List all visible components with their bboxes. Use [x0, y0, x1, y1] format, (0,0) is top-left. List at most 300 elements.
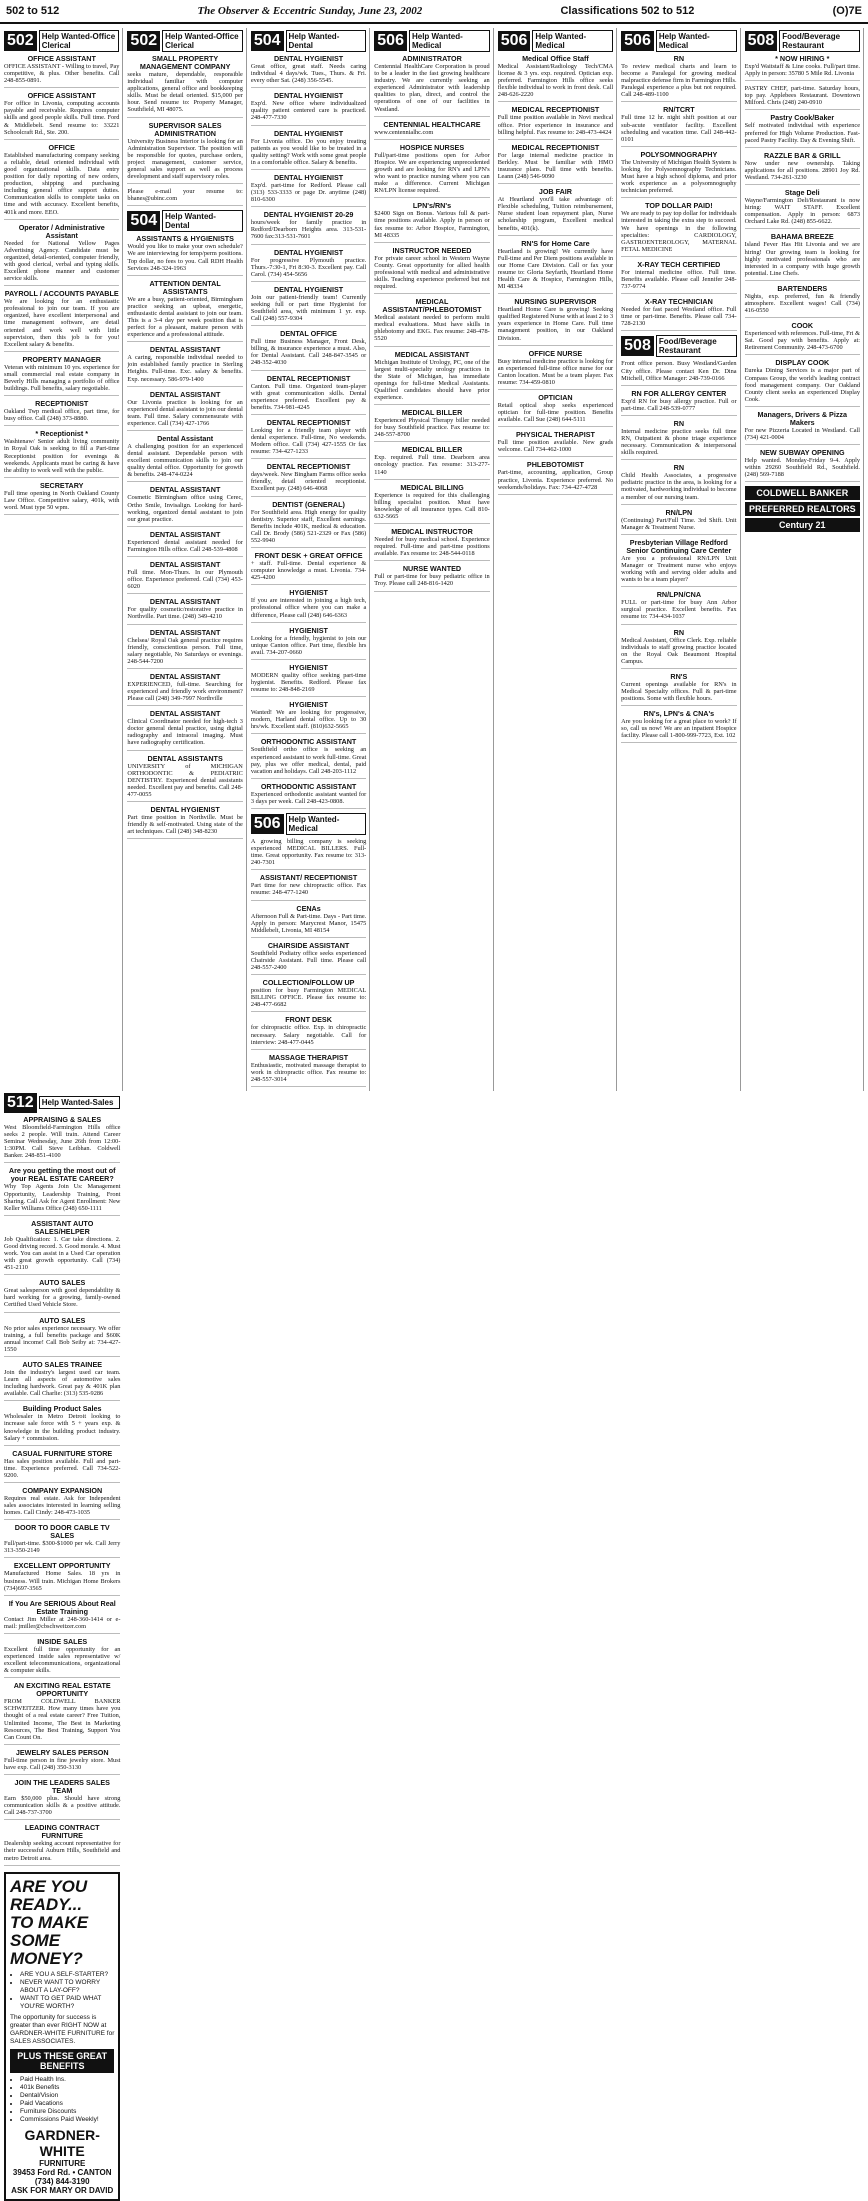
ad-title: ADMINISTRATOR — [402, 54, 462, 63]
classified-ad — [4, 92, 119, 139]
promo-bullet: • NEVER WANT TO WORRY ABOUT A LAY-OFF? — [20, 1979, 114, 1995]
classified-ad — [251, 874, 366, 900]
ad-body: MODERN quality office seeking part-time hygienist. Benefits. Redford. Please fax resume to: 248-848-2169 — [250, 671, 367, 694]
ad-title: AUTO SALES — [39, 1315, 86, 1325]
ad-title: CHAIRSIDE ASSISTANT — [267, 940, 350, 950]
ad-body: Full time. Mon-Thurs. In our Plymouth office. Experience preferred. Call (734) 453-6020 — [127, 569, 243, 591]
ad-title: DENTAL ASSISTANT — [149, 671, 221, 681]
classified-ad — [745, 85, 860, 110]
ad-body: Experience is required for this challenging billing specialist position. Must have knowledge of all insurance types. Call 810-632-5665 — [374, 491, 490, 520]
classified-ad — [4, 290, 119, 352]
ad-body: Exp'd RN for busy allergy practice. Full or part-time. Call 248-539-0777 — [621, 397, 737, 412]
page-range: 502 to 512 — [6, 5, 60, 17]
classified-ad — [127, 280, 242, 343]
ad-body: Retail optical shop seeks experienced optician for full-time position. Benefits available. Call Sue (248) 644-5111 — [497, 402, 614, 424]
classified-ad — [374, 446, 489, 479]
ad-body: For Southfield area. High energy for quality dentistry. Superior staff, Excellent earnings. Benefits include 401K, medical & education. Call Dr. Brody (586) 521-2329 or Fax (586) 552-9940 — [250, 508, 367, 544]
ad-body: For new Pizzeria Located in Westland. Call (734) 421-0004 — [744, 426, 860, 441]
classified-ad — [498, 240, 613, 295]
ad-title: COLLECTION/FOLLOW UP — [262, 978, 355, 988]
classification-number: 502 — [4, 31, 37, 51]
ad-title: RAZZLE BAR & GRILL — [763, 150, 841, 160]
ad-body: Needed for busy medical school. Experience required. Full-time and part-time positions available. Fax resume to: 248-544-0118 — [374, 536, 490, 558]
ad-body: For Livonia office. Do you enjoy treating patients as you would like to be treated in a quality setting? Work with some great people in a comfortable office. Salary & benefits. — [250, 137, 367, 166]
ad-title: * Receptionist * — [35, 429, 89, 439]
ad-body: Great salesperson with good dependability & hard working for a growing, family-owned Certified Used Vehicle Store. — [4, 1287, 121, 1309]
ad-body: Southfield ortho office is seeking an experienced assistant to work full-time. Great pay, plus we offer medical, dental, paid vacation and holidays. Call 248-203-1112 — [250, 746, 367, 775]
ad-title: Stage Deli — [784, 188, 820, 198]
classified-ad — [251, 589, 366, 622]
ad-body: The University of Michigan Health System is looking for Polysomnography Technicians. Must have a high school diploma, and prior work experience as a polysomnography technician preferred. — [621, 158, 737, 195]
classification-label: Help Wanted-Dental — [286, 30, 367, 52]
ad-title: X-RAY TECHNICIAN — [644, 297, 713, 307]
ad-body: for chiropractic office. Exp. in chiropractic necessary. Salary negotiable. Call for interview: 248-477-0445 — [250, 1024, 367, 1046]
ad-title: BAHAMA BREEZE — [770, 232, 834, 242]
ad-title: AN EXCITING REAL ESTATE OPPORTUNITY — [13, 1681, 111, 1699]
classified-ad — [621, 710, 736, 743]
column-4 — [374, 28, 493, 1091]
classified-ad — [251, 1054, 366, 1087]
classified-ad — [621, 151, 736, 198]
ad-body: To review medical charts and learn to become a Paralegal for growing medical malpractice defense firm in Farmington Hills. Paralegal experience a plus but not required. Call 248-489-1100 — [621, 63, 737, 99]
ad-body: $2400 Sign on Bonus. Various full & part-time positions available. Apply in person or fax resume to: Arbor Hospice, Farmington, MI 48335 — [374, 210, 490, 239]
ad-body: Afternoon Full & Part-time. Days - Part time. Apply in person: Marycrest Manor, 15475 Middlebelt, Livonia, MI 48154 — [250, 912, 367, 934]
classified-ad — [127, 55, 242, 118]
classified-ad — [745, 114, 860, 147]
ad-title: RN/TCRT — [663, 105, 695, 115]
ad-title: DENTAL HYGIENIST — [273, 284, 344, 294]
classified-ad — [374, 484, 489, 524]
classified-ad — [374, 351, 489, 406]
ad-title: HYGIENIST — [289, 662, 328, 672]
classified-ad — [251, 627, 366, 660]
ad-title: LEADING CONTRACT FURNITURE — [24, 1823, 100, 1841]
ad-title: DENTAL RECEPTIONIST — [266, 373, 351, 383]
ad-body: Looking for a friendly team player with dental experience. Full-time, No weekends. Modern office. Call (734) 427-1555 Or fax resume: 734-427-1233 — [250, 426, 367, 456]
classified-ad — [621, 509, 736, 535]
ad-title: DENTIST (GENERAL) — [272, 499, 345, 509]
classified-ad — [127, 435, 242, 482]
ad-body: Exp'd. part-time for Redford. Please call (313) 533-3333 or page Dr. anytime (248) 810-6300 — [250, 181, 367, 204]
classified-ad — [127, 486, 242, 526]
classification-heading — [621, 335, 736, 357]
ad-body: For private career school in Western Wayne County. Great opportunity for allied health professional with medical and administrative skills. Teaching experience preferred but not required. — [374, 254, 490, 291]
section-title: Classifications 502 to 512 — [560, 5, 695, 17]
classified-ad — [621, 420, 736, 460]
classified-ad — [745, 411, 860, 445]
ad-body: Would you like to make your own schedule? We are interviewing for temp/perm positions. Top dollar, no fees to you. Call RDH Health Services 248-324-1963 — [127, 243, 243, 272]
ad-title: HYGIENIST — [289, 625, 328, 635]
classification-number: 506 — [621, 31, 654, 51]
classified-ad — [251, 838, 366, 870]
classified-ad — [251, 701, 366, 734]
ad-title: RN'S — [670, 671, 688, 681]
ad-body: Needed for fast paced Westland office. Full time or part-time. Benefits. Please call 734-728-2130 — [621, 306, 737, 328]
classified-ad — [4, 430, 119, 477]
classified-ad — [4, 1487, 120, 1520]
classification-heading — [251, 30, 366, 52]
classified-ad — [374, 55, 489, 117]
ad-body: Now under new ownership. Taking applications for all positions. 28901 Joy Rd. Westland. 734-261-3230 — [744, 159, 860, 181]
classified-ad — [621, 298, 736, 331]
ad-body: days/week. New Bingham Farms office seeks friendly, detail oriented receptionist. Excellent pay. (248) 646-4068 — [250, 471, 367, 493]
ad-body: Experienced Physical Therapy biller needed for busy Southfield practice. Fax resume to: 248-557-8700 — [374, 417, 490, 439]
ad-title: DENTAL ASSISTANT — [149, 485, 221, 495]
column-7 — [745, 28, 864, 1091]
classified-ad — [251, 783, 366, 809]
promo-bullet: • WANT TO GET PAID WHAT YOU'RE WORTH? — [20, 1995, 114, 2011]
classified-ad — [498, 55, 613, 102]
classified-ad — [251, 249, 366, 282]
promo-headline: ARE YOU READY... — [10, 1876, 88, 1914]
ad-body: Great office, great staff. Needs caring individual 4 days/wk. Tues., Thurs. & Fri. every other Sat. (248) 356-5545. — [250, 63, 367, 85]
classification-heading — [127, 210, 242, 232]
ad-title: FRONT DESK — [285, 1015, 332, 1025]
ad-title: RN — [673, 54, 685, 63]
classified-ad — [498, 106, 613, 139]
ad-title: DENTAL HYGIENIST — [273, 54, 344, 63]
ad-title: SMALL PROPERTY MANAGEMENT COMPANY — [139, 54, 231, 71]
ad-title: HYGIENIST — [289, 700, 328, 710]
ad-title: DENTAL HYGIENIST — [273, 247, 344, 257]
classified-ad — [127, 710, 242, 750]
ad-body: position for busy Farmington MEDICAL BILLING OFFICE. Please fax resume to: 248-477-6682 — [250, 987, 367, 1009]
ad-body: A caring, responsible individual needed to join established family practice in Sterling Heights. Full-time. Exc. salary & benefits. Exp. necessary. 586-979-1400 — [127, 354, 243, 383]
ad-title: DENTAL OFFICE — [280, 329, 337, 339]
ad-body: Exp'd Waitstaff & Line cooks. Full/part time. Apply in person: 35780 5 Mile Rd. Livonia — [744, 63, 860, 78]
ad-title: DENTAL ASSISTANT — [149, 560, 221, 570]
promo-address: 39453 Ford Rd. • CANTON — [12, 2167, 112, 2177]
ad-body: Join our patient-friendly team! Currently seeking full or part time Hygienist for Southfield area, with minimum 1 yr. exp. Call (248) 557-9304 — [250, 293, 367, 323]
ad-body: Are you looking for a great place to work? If so, call us now! We are an inpatient Hospice facility. Please call 1-800-999-7723, Ext. 102 — [621, 718, 737, 740]
classified-ad — [4, 1600, 120, 1634]
ad-body: Self motivated individual with experience preferred for High Volume Production. Fast-paced Pastry Facility. Day & Evening Shift. — [744, 122, 860, 144]
ad-title: Managers, Drivers & Pizza Makers — [757, 409, 848, 427]
ad-body: Part time position in Northville. Must be friendly & self-motivated. Using state of the art techniques. Call (248) 348-8230 — [127, 814, 243, 836]
ad-body: Manufactured Home Sales. 18 yrs in business. Will train. Michigan Home Brokers (734)697-3565 — [4, 1570, 121, 1592]
ad-title: JOIN THE LEADERS SALES TEAM — [14, 1778, 110, 1796]
ad-body: Experienced dental assistant needed for Farmington Hills office. Call 248-539-4808 — [127, 538, 243, 553]
ad-body: We are a busy, patient-oriented, Birmingham practice seeking an upbeat, energetic, enthusiastic dental assistant to join our team. This is a 3-4 day per week position that is perfect for a pleasant, mature person with experience and a professional attitude. — [127, 295, 243, 339]
classified-ad — [4, 1824, 120, 1865]
ad-body: At Heartland you'll take advantage of: Flexible scheduling, Tuition reimbursement, Nurse student loan repayment plan, Nurse scholarship program, Excellent medical benefits, 401(k). — [497, 196, 614, 232]
classified-ad — [745, 55, 860, 81]
classified-ad — [251, 552, 366, 585]
promo-phone: (734) 844-3190 — [34, 2176, 90, 2186]
ad-body: Centennial HealthCare Corporation is proud to be a leader in the fast growing healthcare industry. We are currently seeking an experienced Administrator with leadership qualities to plan, direct, and control the operations of one of our facilities in Westland. — [374, 63, 490, 113]
ad-title: DENTAL HYGIENIST 20-29 — [263, 210, 354, 220]
classified-ad — [498, 431, 613, 457]
classification-heading — [498, 30, 613, 52]
ad-body: Full time Business Manager, Front Desk, billing, & insurance experience a must. Also, for Dental Assistant. Call 248-847-3545 or 248-352-4030 — [250, 338, 367, 367]
classified-ad — [745, 233, 860, 280]
ad-title: ORTHODONTIC ASSISTANT — [260, 781, 357, 791]
ad-body: Oakland Twp medical office, part time, for busy office. Call (248) 373-8880. — [4, 408, 120, 423]
column-8 — [4, 1091, 123, 2201]
classified-ad — [4, 1562, 120, 1595]
realtor-logo: PREFERRED REALTORS — [745, 502, 860, 516]
ad-title: SUPERVISOR SALES ADMINISTRATION — [148, 120, 222, 138]
classified-ad — [374, 565, 489, 591]
realtor-logo: COLDWELL BANKER — [745, 486, 860, 500]
classified-ad — [127, 235, 242, 275]
ad-body: University Business Interior is looking for an Administration Supervisor. The position will be responsible for quotes, purchase orders, project management, customer service, general sales support as well as process development and staff supervisory roles. — [127, 137, 243, 181]
page-number: (O)7E — [832, 5, 862, 17]
ad-body: Please e-mail your resume to: bhanes@ubinc.com — [127, 188, 243, 203]
classified-ad — [621, 261, 736, 294]
classified-ad — [251, 664, 366, 697]
classified-ad — [4, 144, 119, 220]
ad-body: A challenging position for an experienced dental assistant. Dependable person with excellent communication skills to join our quality dental office. Opportunity for growth & benefits. 248-474-0224 — [127, 443, 243, 479]
classified-ad — [251, 942, 366, 975]
column-5 — [498, 28, 617, 1091]
ad-title: EXCELLENT OPPORTUNITY — [13, 1561, 111, 1571]
classified-ad — [745, 449, 860, 482]
ad-body: Requires real estate. Ask for Independent sales associates interested in learning selling homes. Call Cindy: 248-473-1035 — [4, 1494, 121, 1517]
classification-label: Help Wanted-Medical — [532, 30, 613, 52]
classification-number: 504 — [251, 31, 284, 51]
classified-ad — [127, 346, 242, 386]
ad-body: We are ready to pay top dollar for individuals interested in taking the extra step to succeed. We have openings in the following specialties: CARDIOLOGY, GASTROENTEROLOGY, MATERNAL FETAL MEDICINE — [621, 210, 737, 253]
ad-body: Full time 12 hr. night shift position at our sub-acute ventilator facility. Excellent scheduling and vacation time. Call 248-442-0101 — [621, 114, 737, 143]
classification-label: Food/Beverage Restaurant — [656, 335, 737, 357]
classified-ad — [498, 188, 613, 235]
classified-ad — [251, 211, 366, 244]
classified-ad — [4, 1361, 120, 1401]
ad-body: We are looking for an enthusiastic professional to join our team. If you are organized, have excellent interpersonal and time management software, are detail oriented and work well with little supervision, then this job is for you! Excellent salary & benefits. — [4, 298, 120, 348]
classified-ad — [621, 673, 736, 706]
ad-title: DISPLAY COOK — [775, 358, 830, 368]
ad-title: If You Are SERIOUS About Real Estate Training — [8, 1598, 116, 1616]
classified-ad — [4, 224, 119, 287]
ad-title: FRONT DESK + GREAT OFFICE — [254, 551, 363, 561]
ad-body: Clinical Coordinator needed for high-tech 3 doctor general dental practice, using digital radiography and intraoral imaging. Must have radiography certification. — [127, 718, 243, 747]
ad-title: RN — [673, 418, 685, 428]
ad-title: MEDICAL ASSISTANT — [394, 349, 470, 359]
classified-ad — [4, 1749, 120, 1775]
classified-ad — [251, 905, 366, 938]
ad-title: Operator / Administrative Assistant — [18, 222, 105, 240]
ad-body: Experienced with references. Full-time, Fri & Sat. Good pay with benefits. Apply at: Retirement Community. 248-473-6700 — [744, 330, 860, 352]
classified-ad — [621, 591, 736, 624]
classified-ad — [374, 409, 489, 442]
classified-ad — [251, 501, 366, 548]
classification-label: Help Wanted-Office Clerical — [162, 30, 243, 52]
classification-label: Help Wanted-Medical — [286, 813, 367, 835]
promo-bullet: • ARE YOU A SELF-STARTER? — [20, 1971, 114, 1979]
classification-label: Help Wanted-Medical — [409, 30, 490, 52]
ad-title: CENTENNIAL HEALTHCARE — [383, 119, 481, 129]
ad-title: RN/LPN — [665, 507, 693, 517]
ad-body: hours/week for family practice in Redford/Dearborn Heights area. 313-531-7600 fax:313-531-7601 — [250, 219, 367, 241]
ad-body: seeks mature, dependable, responsible individual familiar with computer applications, general office and bookkeeping skills. Must be detail oriented. $15,000 per hour. Send resume to: Property Manager, Southfield, MI 48075. — [127, 71, 243, 114]
ad-body: If you are interested in joining a high tech, professional office where you can make a difference, Please call (248) 646-6363 — [250, 597, 367, 619]
classification-heading — [374, 30, 489, 52]
ad-title: COMPANY EXPANSION — [22, 1485, 103, 1495]
classified-ad — [127, 531, 242, 557]
classified-ad — [251, 1016, 366, 1049]
ad-title: INSIDE SALES — [37, 1636, 88, 1646]
ad-title: CENAs — [296, 903, 321, 913]
ad-title: DENTAL HYGIENIST — [273, 172, 344, 182]
ad-body: Current openings available for RN's in Medical Specialty offices. Full & part-time positions. Some with flexible hours. — [621, 680, 737, 703]
ad-title: Dental Assistant — [157, 434, 214, 443]
classified-ad — [621, 202, 736, 257]
classified-ad — [127, 806, 242, 839]
ad-body: Established manufacturing company seeking a reliable, detail oriented individual with good organizational skills. Data entry position for daily reporting of new orders, production, shipping and purchasing including general office support duties. Communication skills to complete tasks on time and with accuracy. Excellent benefits, 401k and more. EEO. — [4, 151, 120, 216]
ad-body: FULL or part-time for busy Ann Arbor surgical practice. Excellent benefits. Fax resume to: 734-434-1037 — [621, 599, 737, 621]
classified-ad — [127, 629, 242, 669]
ad-body: Island Fever Has Hit Livonia and we are hiring! Our growing team is looking for highly motivated professionals who are interested in a company with huge growth potential. Line Chefs. — [744, 241, 860, 277]
ad-body: Heartland is growing! We currently have Full-time and Per Diem positions available in our Home Care Division. Call or fax your resume to: Gloria Seyfarth, Heartland Home Health Care & Hospice, Farmington Hills, MI 48334 — [497, 247, 614, 291]
ad-title: DENTAL ASSISTANT — [149, 345, 221, 355]
ad-body: Michigan Institute of Urology, PC, one of the largest multi-specialty urology practices in the State of Michigan, has immediate openings for full-time Medical Assistants. Qualified candidates should have prior experience. — [374, 358, 490, 401]
classified-ad — [4, 1116, 120, 1163]
ad-body: Canton. Full time. Organized team-player with great communication skills. Dental experience preferred. Excellent pay & benefits. 734-981-4245 — [250, 382, 367, 411]
ad-body: Washtenaw/ Senior adult living community in Royal Oak is seeking to fill a Part-time Receptionist position for evenings & weekends. Applicants must be caring & have the ability to work well with the public. — [4, 438, 120, 474]
ad-body: For large internal medicine practice in Berkley. Must be familiar with HMO insurance plans. Full time with benefits. Leann (248) 546-9090 — [497, 151, 614, 181]
ad-title: DENTAL HYGIENIST — [273, 128, 344, 138]
classification-heading — [621, 30, 736, 52]
classified-ad — [127, 598, 242, 624]
classified-ad — [127, 673, 242, 706]
ad-title: ATTENTION DENTAL ASSISTANTS — [149, 278, 221, 296]
ad-title: MASSAGE THERAPIST — [269, 1052, 349, 1062]
column-1 — [4, 28, 123, 1091]
promo-band: PLUS THESE GREAT BENEFITS — [10, 2049, 114, 2073]
ad-body: Full time position available in Novi medical office. Prior experience in insurance and billing helpful. Fax resume to: 248-473-4424 — [497, 114, 614, 136]
ad-title: DENTAL HYGIENIST — [273, 91, 344, 101]
classified-ad — [251, 979, 366, 1012]
classified-ad — [4, 482, 119, 515]
ad-title: OFFICE ASSISTANT — [27, 91, 96, 101]
ad-title: PROPERTY MANAGER — [22, 354, 101, 364]
classified-ad — [374, 144, 489, 199]
classified-ad — [498, 350, 613, 390]
classified-ad — [498, 144, 613, 184]
ad-body: www.centennialhc.com — [374, 128, 434, 136]
ad-title: CASUAL FURNITURE STORE — [12, 1448, 113, 1458]
ad-title: ASSISTANTS & HYGIENISTS — [136, 234, 234, 244]
ad-body: Wanted! We are looking for progressive, modern, Harland dental office. Up to 30 hrs/wk. Excellent staff. (810)632-5665 — [250, 709, 367, 731]
ad-title: RECEPTIONIST — [35, 399, 89, 409]
classified-columns — [0, 24, 868, 2195]
ad-body: Has sales position available. Full and part-time. Experience preferred. Call 734-522-9200. — [4, 1457, 121, 1479]
ad-title: Medical Office Staff — [522, 54, 589, 63]
classified-ad — [251, 55, 366, 88]
realtor-logo: Century 21 — [745, 518, 860, 532]
ad-title: DENTAL ASSISTANT — [149, 627, 221, 637]
ad-title: MEDICAL RECEPTIONIST — [511, 142, 600, 152]
classified-ad — [745, 359, 860, 406]
ad-body: Child Health Associates, a progressive pediatric practice in the area, is looking for a motivated, hardworking individual to become a member of our nursing team. — [621, 472, 737, 501]
classified-ad — [745, 152, 860, 185]
classified-ad — [374, 121, 489, 140]
promo-benefit: • Paid Vacations — [20, 2100, 114, 2108]
column-3 — [251, 28, 370, 1091]
ad-body: Full/part-time positions open for Arbor Hospice. We are experiencing unprecedented growth and are looking for RN's and LPN's who want to practice nursing where you can make a difference. Current Michigan RN/LPN license required. — [374, 151, 490, 195]
ad-title: Are you getting the most out of your REAL ESTATE CAREER? — [8, 1166, 116, 1184]
classified-ad — [745, 322, 860, 355]
ad-title: * NOW HIRING * — [775, 54, 830, 63]
ad-title: INSTRUCTOR NEEDED — [392, 245, 472, 255]
promo-bullets — [20, 1971, 114, 2011]
ad-body: Contact Jim Miller at 248-360-1414 or e-mail: jmiller@cbschweitzer.com — [4, 1615, 121, 1630]
classified-ad — [621, 106, 736, 146]
classified-ad — [251, 174, 366, 207]
ad-body: A growing billing company is seeking experienced MEDICAL BILLERS. Full-time. Great opportunity. Fax resume to: 313-240-7301 — [250, 838, 367, 867]
ad-body: For progressive Plymouth practice. Thurs.-7:30-1, Fri 8:30-3. Excellent pay. Call Carol. (734) 454-5656 — [250, 256, 367, 278]
ad-body: For internal medicine office. Full time. Benefits available. Please call Jennifer 248-737-9774 — [621, 268, 737, 291]
ad-body: Full-time person in fine jewelry store. Must have exp. Call (248) 350-3130 — [4, 1756, 121, 1771]
classified-ad — [251, 419, 366, 459]
ad-body: Job Qualification: 1. Car take directions. 2. Good driving record. 3. Good morale. 4. Must work. You can assist in a Used Car operation with great growth opportunity. Call (734) 451-2110 — [4, 1235, 121, 1272]
ad-title: OFFICE ASSISTANT — [27, 54, 96, 63]
ad-body: UNIVERSITY of MICHIGAN ORTHODONTIC & PEDIATRIC DENTISTRY. Experienced dental assistants needed. Excellent pay and benefits. Call 248-477-0055 — [127, 762, 243, 798]
promo-benefit: • Furniture Discounts — [20, 2108, 114, 2116]
classified-ad — [4, 1405, 120, 1445]
classified-ad — [251, 375, 366, 415]
classification-heading — [4, 30, 119, 52]
classified-ad — [4, 1638, 120, 1678]
ad-body: Wayne/Farmington Deli/Restaurant is now hiring: WAIT STAFF. Excellent compensation. Apply in person: 6873 Orchard Lake Rd. (248) 855-6622. — [744, 197, 860, 226]
classified-ad — [251, 92, 366, 125]
ad-title: Presbyterian Village Redford Senior Continuing Care Center — [626, 537, 732, 555]
ad-title: ASSISTANT AUTO SALES/HELPER — [31, 1218, 94, 1236]
classification-number: 512 — [4, 1093, 37, 1113]
classified-ad — [374, 298, 489, 346]
ad-title: TOP DOLLAR PAID! — [645, 201, 713, 211]
ad-body: Experienced orthodontic assistant wanted for 3 days per week. Call 248-423-0808. — [250, 790, 367, 805]
classified-ad — [4, 1279, 120, 1312]
promo-benefit: • Paid Health Ins. — [20, 2076, 114, 2084]
ad-title: Building Product Sales — [22, 1404, 102, 1414]
ad-title: DENTAL ASSISTANT — [149, 597, 221, 607]
ad-body: Veteran with minimum 10 yrs. experience for small commercial real estate company in Beverly Hills managing a portfolio of office buildings. Full benefits, salary negotiable. — [4, 363, 120, 393]
classified-ad — [4, 1682, 120, 1745]
ad-body: Full or part-time for busy pediatric office in Troy. Please call 248-816-1420 — [374, 573, 490, 588]
classification-number: 508 — [621, 336, 654, 356]
ad-body: + staff. Full-time. Dental experience & computer knowledge a must. Livonia. 734-425-4200 — [250, 560, 367, 582]
classification-number: 508 — [745, 31, 778, 51]
ad-body: Looking for a friendly, hygienist to join our unique Canton office. Part time, flexible hrs avail. 734-207-0660 — [250, 634, 367, 656]
ad-title: RN'S for Home Care — [521, 238, 590, 248]
ad-title: LPN's/RN's — [412, 201, 452, 211]
ad-body: Full time position available. New grads welcome. Call 734-462-1000 — [497, 439, 614, 454]
ad-body: No prior sales experience necessary. We offer training, a full benefits package and $60K annual income! Call Bob Seiby at: 734-427-1550 — [4, 1324, 121, 1353]
classification-label: Help Wanted-Sales — [39, 1096, 121, 1109]
ad-title: MEDICAL BILLING — [400, 482, 464, 492]
ad-body: Busy internal medicine practice is looking for an experienced full-time office nurse for our Canton location. Must be a team player. Fax resume: 734-459-0810 — [497, 357, 614, 386]
ad-body: OFFICE ASSISTANT - Willing to travel, Pay competitive, & plus. Other benefits. Call 248-855-0891. — [4, 63, 120, 85]
ad-body: Help wanted. Monday-Friday 9-4. Apply within 29260 Southfield Rd., Southfield. (248) 569-7188 — [744, 457, 860, 479]
ad-title: NURSING SUPERVISOR — [514, 297, 597, 307]
ad-body: Heartland Home Care is growing! Seeking qualified Registered Nurse with at least 2 to 3 years experience in Home Care. Full time management position, in our Oakland Division. — [497, 306, 614, 342]
classified-ad — [621, 539, 736, 587]
ad-body: Needed for National Yellow Pages Advertising Agency. Candidate must be organized, detail-oriented, computer friendly, with good clerical, verbal and typing skills. Excellent phone manner and customer service skills. — [4, 239, 120, 283]
classified-ad — [621, 55, 736, 102]
ad-body: Front office person. Busy Westland/Garden City office. Please contact Ken Dr. Dina Mitchell, Office Manager: 248-739-0166 — [621, 360, 737, 382]
classified-ad — [4, 1167, 120, 1215]
ad-body: EXPERIENCED, full-time. Searching for experienced and friendly work environment? Please call (248) 349-7997 Northville — [127, 680, 243, 703]
classified-ad — [621, 464, 736, 504]
ad-body: Chelsea/ Royal Oak general practice requires friendly, conscientious person. Full time, salary negotiable, No Saturdays or evenings. 248-544-7200 — [127, 636, 243, 665]
ad-title: NEW SUBWAY OPENING — [759, 448, 845, 458]
ad-body: PASTRY CHEF, part-time. Saturday hours, top pay. Applebees Restaurant. Downtown Milford. Chris (248) 240-0910 — [744, 85, 860, 107]
ad-body: West Bloomfield-Farmington Hills office seeks 2 people. Will train. Attend Career Seminar Wednesday, June 26th from 12:00-1:30PM. Call Steve Leibhan. Coldwell Banker. 248-851-4100 — [4, 1123, 121, 1160]
classification-label: Help Wanted-Medical — [656, 30, 737, 52]
classified-ad — [4, 356, 119, 396]
